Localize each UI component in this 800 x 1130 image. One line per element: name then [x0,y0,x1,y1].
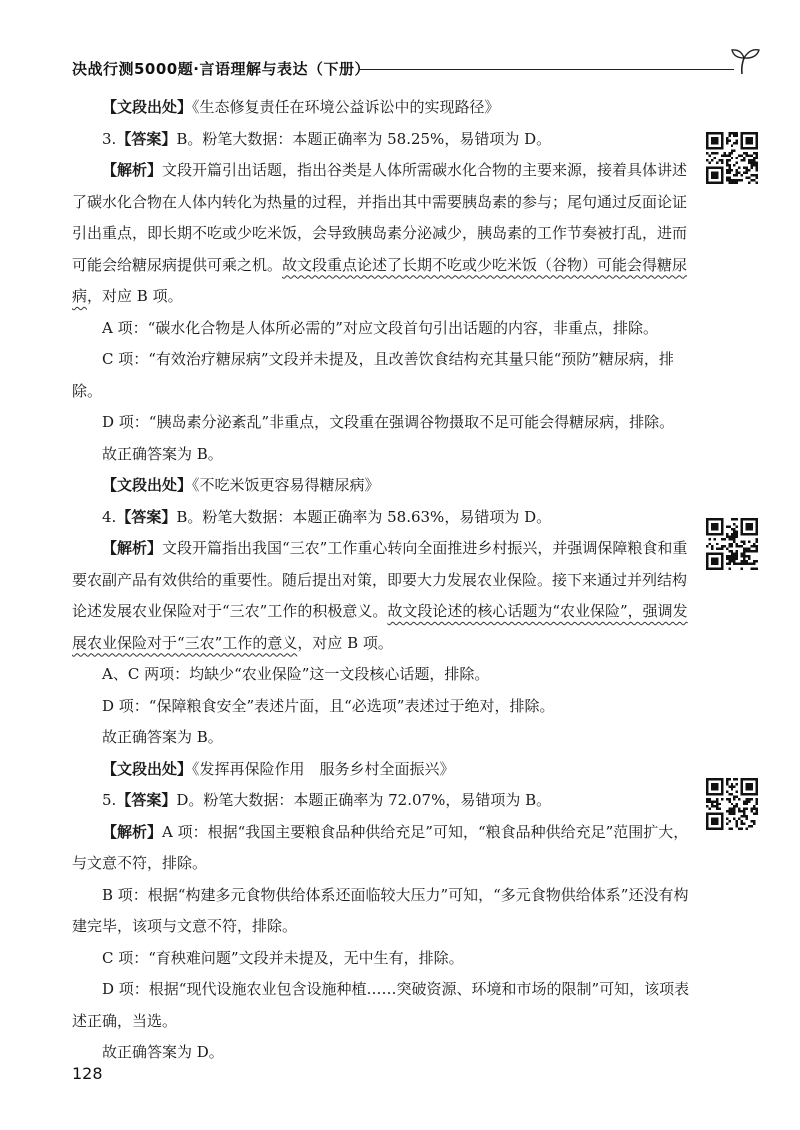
conclusion-q4: 故正确答案为 B。 [102,728,223,746]
page-number: 128 [72,1064,103,1083]
source-line: 【文段出处】《不吃米饭更容易得糖尿病》 [102,476,380,494]
running-header [72,58,762,88]
source-line: 【文段出处】《发挥再保险作用 服务乡村全面振兴》 [102,759,455,778]
conclusion-q3: 故正确答案为 B。 [102,444,223,463]
answer-body [72,92,692,1069]
header-title: 决战行测5000题·言语理解与表达（下册） [72,60,370,78]
option-d-q5: D 项：根据“现代设施农业包含设施种植……突破资源、环境和市场的限制”可知，该项表述正确，当选。 [72,980,690,1030]
option-d-q4: D 项：“保障粮食安全”表述片面，且“必选项”表述过于绝对，排除。 [102,696,555,715]
option-b-q5: B 项：根据“构建多元食物供给体系还面临较大压力”可知，“多元食物供给体系”还没有构建完毕，该项与文意不符，排除。 [72,885,689,935]
answer-line-q3: 3.【答案】B。粉笔大数据：本题正确率为 58.25%，易错项为 D。 [102,129,552,148]
option-c-q3: C 项：“有效治疗糖尿病”文段并未提及，且改善饮食结构充其量只能“预防”糖尿病，排除。 [72,350,674,400]
conclusion-q5: 故正确答案为 D。 [102,1043,224,1061]
analysis-q4: 【解析】文段开篇指出我国“三农”工作重心转向全面推进乡村振兴，并强调保障粮食和重要农副产品有效供给的重要性。随后提出对策，即要大力发展农业保险。接下来通过并列结构论述发展农业保险对于“三农”工作的积极意义。故文段论述的核心话题为“农业保险”，强调发展农业保险对于“三农”工作的意义，对应 B 项。 [72,539,688,652]
source-line: 【文段出处】《生态修复责任在环境公益诉讼中的实现路径》 [102,98,500,116]
key-point-underline: 故文段重点论述了长期不吃或少吃米饭（谷物）可能会得糖尿病 [72,255,688,305]
qr-code-icon[interactable] [706,518,758,570]
option-d-q3: D 项：“胰岛素分泌紊乱”非重点，文段重在强调谷物摄取不足可能会得糖尿病，排除。 [102,413,675,431]
option-a-q3: A 项：“碳水化合物是人体所必需的”对应文段首句引出话题的内容，非重点，排除。 [102,318,658,337]
qr-code-icon[interactable] [706,778,758,830]
option-c-q5: C 项：“育秧难问题”文段并未提及，无中生有，排除。 [102,948,464,967]
header-rule [360,69,734,70]
key-point-underline: 故文段论述的核心话题为“农业保险”，强调发展农业保险对于“三农”工作的意义 [72,602,688,652]
sprout-icon [728,44,762,78]
qr-code-icon[interactable] [706,132,758,184]
analysis-q5: 【解析】A 项：根据“我国主要粮食品种供给充足”可知，“粮食品种供给充足”范围扩大，与文意不符，排除。 [72,822,689,872]
option-ac-q4: A、C 两项：均缺少“农业保险”这一文段核心话题，排除。 [102,665,490,683]
answer-line-q5: 5.【答案】D。粉笔大数据：本题正确率为 72.07%，易错项为 B。 [102,791,552,809]
answer-line-q4: 4.【答案】B。粉笔大数据：本题正确率为 58.63%，易错项为 D。 [102,507,552,526]
analysis-q3: 【解析】文段开篇引出话题，指出谷类是人体所需碳水化合物的主要来源，接着具体讲述了碳水化合物在人体内转化为热量的过程，并指出其中需要胰岛素的参与；尾句通过反面论证引出重点，即长期不吃或少吃米饭，会导致胰岛素分泌减少，胰岛素的工作节奏被打乱，进而可能会给糖尿病提供可乘之机。故文段重点论述了长期不吃或少吃米饭（谷物）可能会得糖尿病，对应 B 项。 [72,161,688,305]
